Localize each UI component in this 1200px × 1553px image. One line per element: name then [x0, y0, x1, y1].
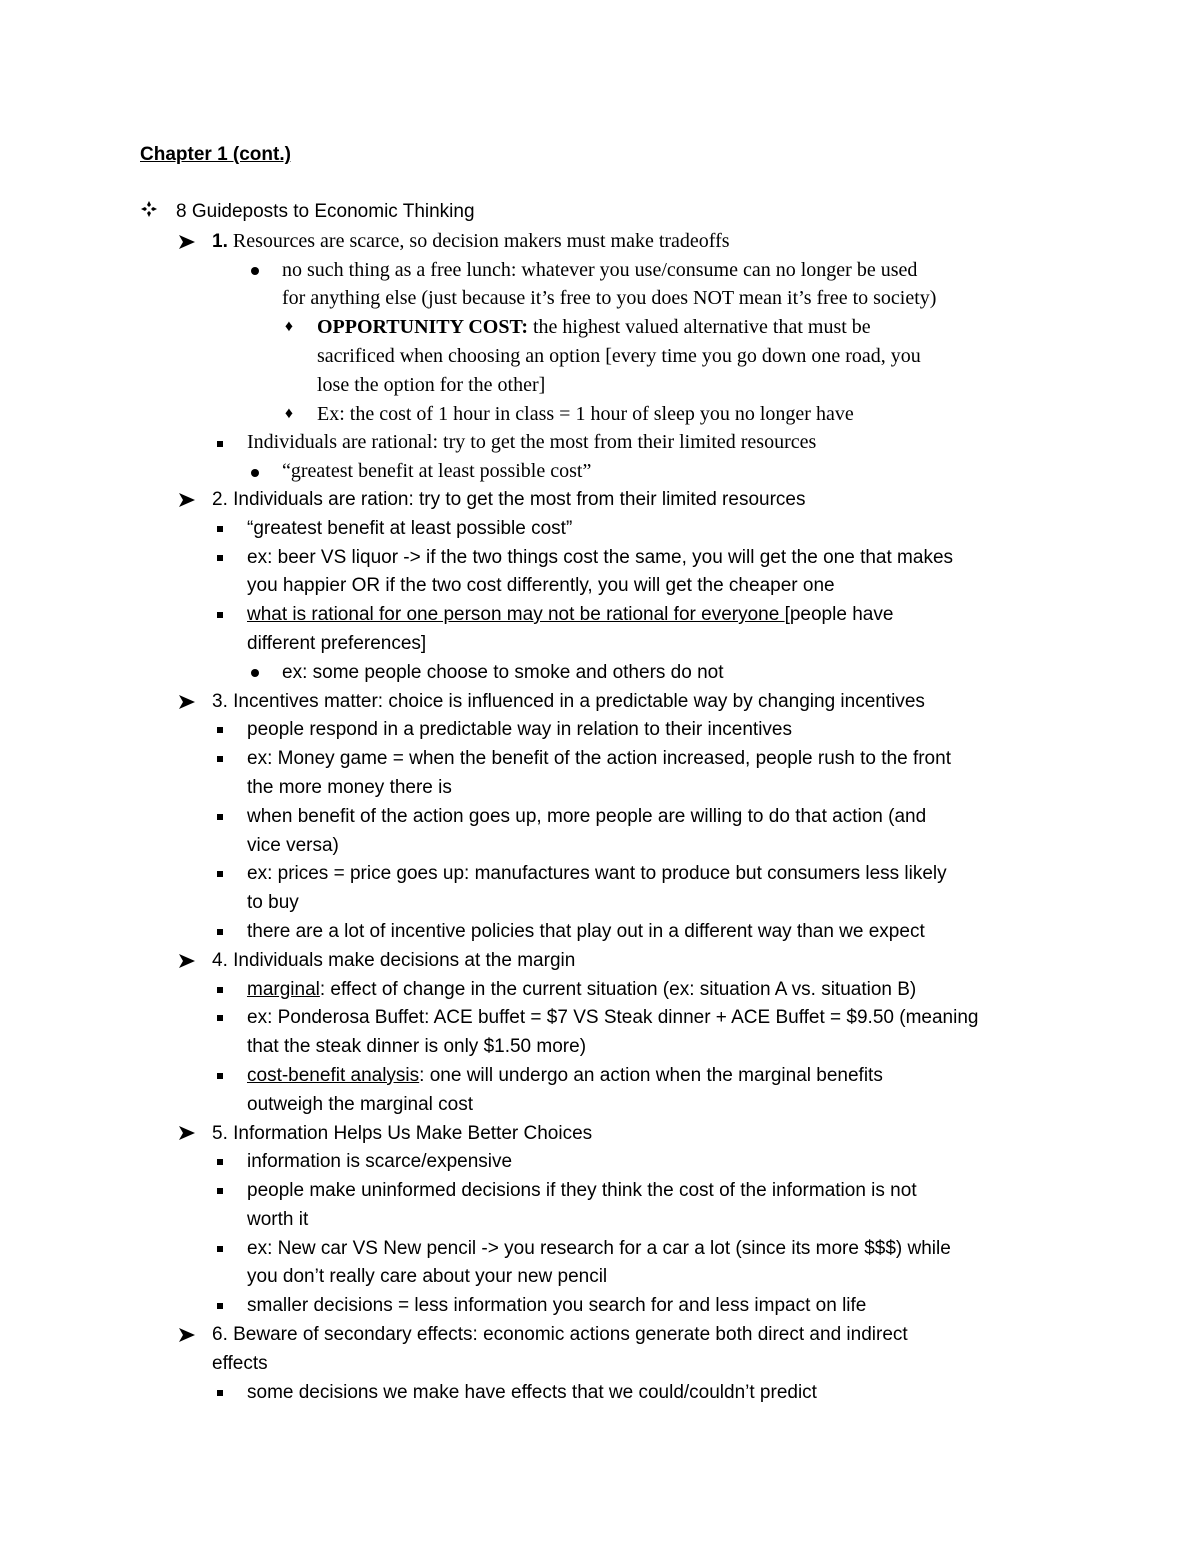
list-item — [0, 1235, 1200, 1264]
list-item — [0, 1062, 1200, 1091]
arrowhead-icon — [178, 1120, 196, 1149]
list-item — [0, 1292, 1200, 1321]
item-text: worth it — [247, 1208, 309, 1230]
item-text: you don’t really care about your new pencil — [247, 1266, 608, 1288]
item-text: ex: Money game = when the benefit of the action increased, people rush to the front — [247, 748, 951, 770]
item-text: lose the option for the other] — [317, 373, 546, 396]
list-item — [0, 428, 1200, 457]
square-bullet-icon — [211, 716, 229, 745]
item-text: that the steak dinner is only $1.50 more) — [247, 1036, 587, 1058]
page-title: Chapter 1 (cont.) — [140, 144, 291, 165]
item-text: for anything else (just because it’s free to you does NOT mean it’s free to society) — [282, 287, 937, 310]
guidepost-text: 5. Information Helps Us Make Better Choices — [212, 1122, 593, 1144]
list-item — [0, 515, 1200, 544]
list-item-continuation — [0, 342, 1200, 371]
item-text: information is scarce/expensive — [247, 1151, 513, 1173]
item-text: “greatest benefit at least possible cost” — [247, 517, 573, 539]
dot-bullet-icon — [246, 256, 264, 285]
underlined-text: cost-benefit analysis — [247, 1064, 420, 1086]
item-text: ex: prices = price goes up: manufactures want to produce but consumers less likely — [247, 863, 947, 885]
list-item-continuation — [0, 1350, 1200, 1379]
guidepost-text: 3. Incentives matter: choice is influenced in a predictable way by changing incentives — [212, 690, 925, 712]
four-diamond-star-icon — [140, 198, 158, 227]
list-item — [0, 659, 1200, 688]
dot-bullet-icon — [246, 659, 264, 688]
item-text: there are a lot of incentive policies that play out in a different way than we expect — [247, 920, 925, 942]
item-text: ex: Ponderosa Buffet: ACE buffet = $7 VS Steak dinner + ACE Buffet = $9.50 (meaning — [247, 1007, 979, 1029]
section-heading: 8 Guideposts to Economic Thinking — [176, 201, 475, 222]
list-item — [0, 486, 1200, 515]
list-item-continuation — [0, 572, 1200, 601]
arrowhead-icon — [178, 1321, 196, 1350]
item-text: ex: some people choose to smoke and others do not — [282, 661, 724, 683]
square-bullet-icon — [211, 918, 229, 947]
list-item — [0, 198, 1200, 227]
list-item — [0, 400, 1200, 429]
list-item-continuation — [0, 1206, 1200, 1235]
list-item — [0, 1004, 1200, 1033]
list-item — [0, 457, 1200, 486]
item-text: “greatest benefit at least possible cost” — [282, 460, 592, 483]
list-item — [0, 1148, 1200, 1177]
list-item-continuation — [0, 630, 1200, 659]
list-item — [0, 1177, 1200, 1206]
list-item — [0, 745, 1200, 774]
item-text: ex: New car VS New pencil -> you research for a car a lot (since its more $$$) while — [247, 1237, 951, 1259]
list-item-continuation — [0, 371, 1200, 400]
item-text: people respond in a predictable way in relation to their incentives — [247, 719, 792, 741]
guidepost-text: 2. Individuals are ration: try to get the most from their limited resources — [212, 488, 806, 510]
item-text: : effect of change in the current situation (ex: situation A vs. situation B) — [319, 978, 917, 1000]
list-item — [0, 1120, 1200, 1149]
square-bullet-icon — [211, 860, 229, 889]
list-item-continuation — [0, 1033, 1200, 1062]
underlined-text: what is rational for one person may not be rational for everyone — [247, 604, 785, 626]
item-text: the more money there is — [247, 776, 452, 798]
square-bullet-icon — [211, 601, 229, 630]
list-item — [0, 976, 1200, 1005]
list-item — [0, 716, 1200, 745]
item-text: ex: beer VS liquor -> if the two things cost the same, you will get the one that makes — [247, 546, 954, 568]
square-bullet-icon — [211, 976, 229, 1005]
item-text: [people have — [784, 604, 894, 626]
list-item-continuation — [0, 1091, 1200, 1120]
list-item — [0, 1321, 1200, 1350]
arrowhead-icon — [178, 688, 196, 717]
guidepost-text: 4. Individuals make decisions at the margin — [212, 949, 576, 971]
square-bullet-icon — [211, 1235, 229, 1264]
list-item — [0, 313, 1200, 342]
arrowhead-icon — [178, 947, 196, 976]
arrowhead-icon — [178, 486, 196, 515]
square-bullet-icon — [211, 428, 229, 457]
arrowhead-icon — [178, 227, 196, 256]
square-bullet-icon — [211, 1062, 229, 1091]
square-bullet-icon — [211, 745, 229, 774]
list-item — [0, 918, 1200, 947]
list-item — [0, 947, 1200, 976]
item-text: Individuals are rational: try to get the most from their limited resources — [247, 431, 817, 454]
item-text: smaller decisions = less information you search for and less impact on life — [247, 1295, 867, 1317]
guidepost-text: Resources are scarce, so decision makers must make tradeoffs — [227, 229, 730, 252]
item-text: effects — [212, 1352, 268, 1374]
list-item-continuation — [0, 889, 1200, 918]
item-text: sacrificed when choosing an option [every time you go down one road, you — [317, 344, 921, 367]
item-text: vice versa) — [247, 834, 339, 856]
list-item-continuation — [0, 1263, 1200, 1292]
guidepost-number: 1. — [212, 230, 228, 252]
square-bullet-icon — [211, 1004, 229, 1033]
item-text: different preferences] — [247, 632, 427, 654]
square-bullet-icon — [211, 544, 229, 573]
list-item-continuation — [0, 774, 1200, 803]
list-item — [0, 544, 1200, 573]
item-text: : one will undergo an action when the marginal benefits — [419, 1064, 883, 1086]
outline — [0, 198, 1200, 1407]
item-text: Ex: the cost of 1 hour in class = 1 hour of sleep you no longer have — [317, 402, 854, 425]
item-text: the highest valued alternative that must be — [527, 316, 871, 339]
dot-bullet-icon — [246, 457, 264, 486]
list-item-continuation — [0, 284, 1200, 313]
item-text: people make uninformed decisions if they think the cost of the information is not — [247, 1180, 917, 1202]
guidepost-text: 6. Beware of secondary effects: economic actions generate both direct and indirect — [212, 1324, 908, 1346]
item-text: to buy — [247, 892, 299, 914]
list-item — [0, 803, 1200, 832]
square-bullet-icon — [211, 1292, 229, 1321]
underlined-text: marginal — [247, 978, 320, 1000]
square-bullet-icon — [211, 515, 229, 544]
item-text: no such thing as a free lunch: whatever you use/consume can no longer be used — [282, 258, 918, 281]
diamond-bullet-icon: ♦ — [284, 404, 294, 422]
square-bullet-icon — [211, 1148, 229, 1177]
list-item — [0, 601, 1200, 630]
square-bullet-icon — [211, 803, 229, 832]
item-text: outweigh the marginal cost — [247, 1093, 474, 1115]
square-bullet-icon — [211, 1379, 229, 1408]
list-item — [0, 1379, 1200, 1408]
term-label: OPPORTUNITY COST: — [317, 316, 528, 339]
square-bullet-icon — [211, 1177, 229, 1206]
diamond-bullet-icon: ♦ — [284, 318, 294, 336]
list-item — [0, 256, 1200, 285]
list-item-continuation — [0, 832, 1200, 861]
item-text: you happier OR if the two cost differently, you will get the cheaper one — [247, 575, 835, 597]
list-item — [0, 227, 1200, 256]
item-text: some decisions we make have effects that we could/couldn’t predict — [247, 1381, 817, 1403]
list-item — [0, 688, 1200, 717]
item-text: when benefit of the action goes up, more people are willing to do that action (and — [247, 805, 927, 827]
list-item — [0, 860, 1200, 889]
